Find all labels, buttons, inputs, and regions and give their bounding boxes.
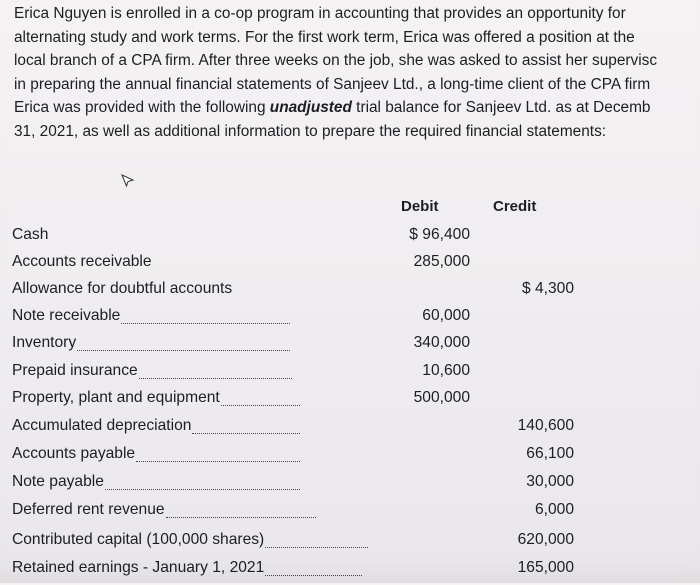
dot-leader [166,516,316,518]
debit-amount: 60,000 [422,307,470,324]
dot-leader [105,488,300,490]
account-name: Contributed capital (100,000 shares) [12,531,265,548]
intro-line [14,96,700,120]
credit-amount: 620,000 [517,531,574,548]
intro-line: local branch of a CPA firm. After three weeks on the job, she was asked to assist her supervisc [14,52,658,70]
table-row [0,362,700,388]
intro-text: Erica was provided with the following [14,99,266,117]
table-row [0,559,700,585]
debit-amount: 285,000 [413,253,470,270]
dot-leader [139,377,292,379]
intro-line: 31, 2021, as well as additional information to prepare the required financial statements: [14,122,607,140]
credit-amount: 6,000 [534,501,574,518]
dot-leader [265,574,362,576]
account-name: Accounts receivable [12,253,152,270]
dot-leader [221,404,300,406]
intro-line: Erica Nguyen is enrolled in a co-op program in accounting that provides an opportunity for [14,5,626,22]
account-name: Retained earnings - January 1, 2021 [12,559,265,576]
table-row [0,280,700,306]
dot-leader [265,546,368,548]
table-row [0,501,700,527]
table-row [0,417,700,443]
account-name: Inventory [12,334,77,351]
dot-leader [136,460,300,462]
account-name: Property, plant and equipment [12,389,220,406]
account-name: Accumulated depreciation [12,417,192,434]
debit-amount: $ 96,400 [409,226,470,243]
debit-header: Debit [401,198,439,215]
account-name: Note receivable [12,307,121,324]
table-row [0,334,700,360]
debit-amount: 340,000 [413,334,470,351]
dot-leader [121,322,290,324]
emphasis-unadjusted: unadjusted [269,99,352,117]
credit-amount: 66,100 [526,445,574,462]
table-row [0,389,700,415]
account-name: Allowance for doubtful accounts [12,280,233,297]
table-row [0,473,700,499]
account-name: Prepaid insurance [12,362,138,379]
account-name: Cash [12,226,49,243]
table-row [0,307,700,333]
credit-amount: $ 4,300 [521,280,574,297]
credit-amount: 140,600 [517,417,574,434]
dot-leader [77,349,290,351]
credit-amount: 165,000 [517,559,574,576]
table-row [0,445,700,471]
debit-amount: 10,600 [422,362,470,379]
intro-text: trial balance for Sanjeev Ltd. as at Decemb [351,99,651,117]
credit-header: Credit [493,198,537,215]
intro-paragraph [14,2,700,144]
account-name: Deferred rent revenue [12,501,165,518]
intro-line: alternating study and work terms. For the first work term, Erica was offered a position at the [14,28,635,46]
account-name: Accounts payable [12,445,136,462]
mouse-cursor-icon [121,174,135,188]
intro-line: in preparing the annual financial statements of Sanjeev Ltd., a long-time client of the CPA firm [14,75,651,93]
table-row [0,253,700,279]
table-row [0,531,700,557]
credit-amount: 30,000 [526,473,574,490]
table-row [0,226,700,252]
dot-leader [192,432,300,434]
debit-amount: 500,000 [413,389,470,406]
account-name: Note payable [12,473,104,490]
